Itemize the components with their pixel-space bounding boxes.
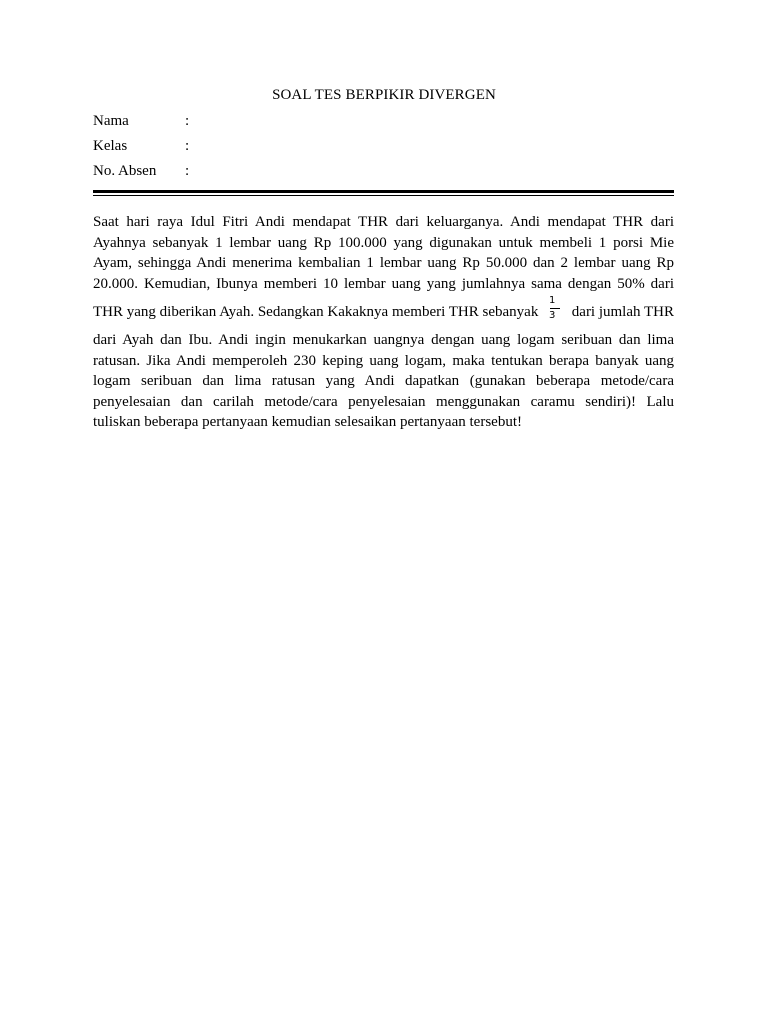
divider-thin — [93, 195, 674, 196]
fraction-denominator: 3 — [549, 310, 556, 321]
fraction — [549, 295, 561, 322]
field-label: Nama — [93, 113, 129, 129]
page-title: SOAL TES BERPIKIR DIVERGEN — [272, 87, 496, 103]
problem-line: Saat hari raya Idul Fitri Andi mendapat THR dari keluarganya. Andi mendapat THR dari — [93, 214, 674, 230]
problem-line-segment: THR yang diberikan Ayah. Sedangkan Kakaknya memberi THR sebanyak — [93, 304, 539, 320]
problem-line: dari Ayah dan Ibu. Andi ingin menukarkan uangnya dengan uang logam seribuan dan lima — [93, 332, 674, 348]
problem-line-segment: dari jumlah THR — [571, 304, 674, 320]
problem-line: penyelesaian dan carilah metode/cara penyelesaian menggunakan caramu sendiri)! Lalu — [93, 393, 674, 410]
problem-line: logam seribuan dan lima ratusan yang Andi dapatkan (gunakan beberapa metode/cara — [93, 373, 674, 389]
problem-line: ratusan. Jika Andi memperoleh 230 keping uang logam, maka tentukan berapa banyak uang — [93, 352, 674, 369]
problem-line-with-fraction — [93, 294, 674, 330]
field-colon: : — [185, 138, 190, 154]
divider-thick — [93, 190, 674, 193]
field-colon: : — [185, 113, 190, 129]
problem-line: tuliskan beberapa pertanyaan kemudian selesaikan pertanyaan tersebut! — [93, 414, 522, 430]
problem-line: Ayahnya sebanyak 1 lembar uang Rp 100.000 yang digunakan untuk membeli 1 porsi Mie — [93, 234, 674, 251]
problem-line: Ayam, sehingga Andi menerima kembalian 1 lembar uang Rp 50.000 dan 2 lembar uang Rp — [93, 255, 674, 271]
fraction-numerator: 1 — [549, 295, 556, 306]
field-colon: : — [185, 163, 190, 179]
problem-text — [93, 212, 674, 433]
field-label: Kelas — [93, 138, 128, 154]
field-label: No. Absen — [93, 163, 157, 179]
fraction-bar — [550, 308, 560, 309]
problem-line: 20.000. Kemudian, Ibunya memberi 10 lembar uang yang jumlahnya sama dengan 50% dari — [93, 275, 674, 292]
